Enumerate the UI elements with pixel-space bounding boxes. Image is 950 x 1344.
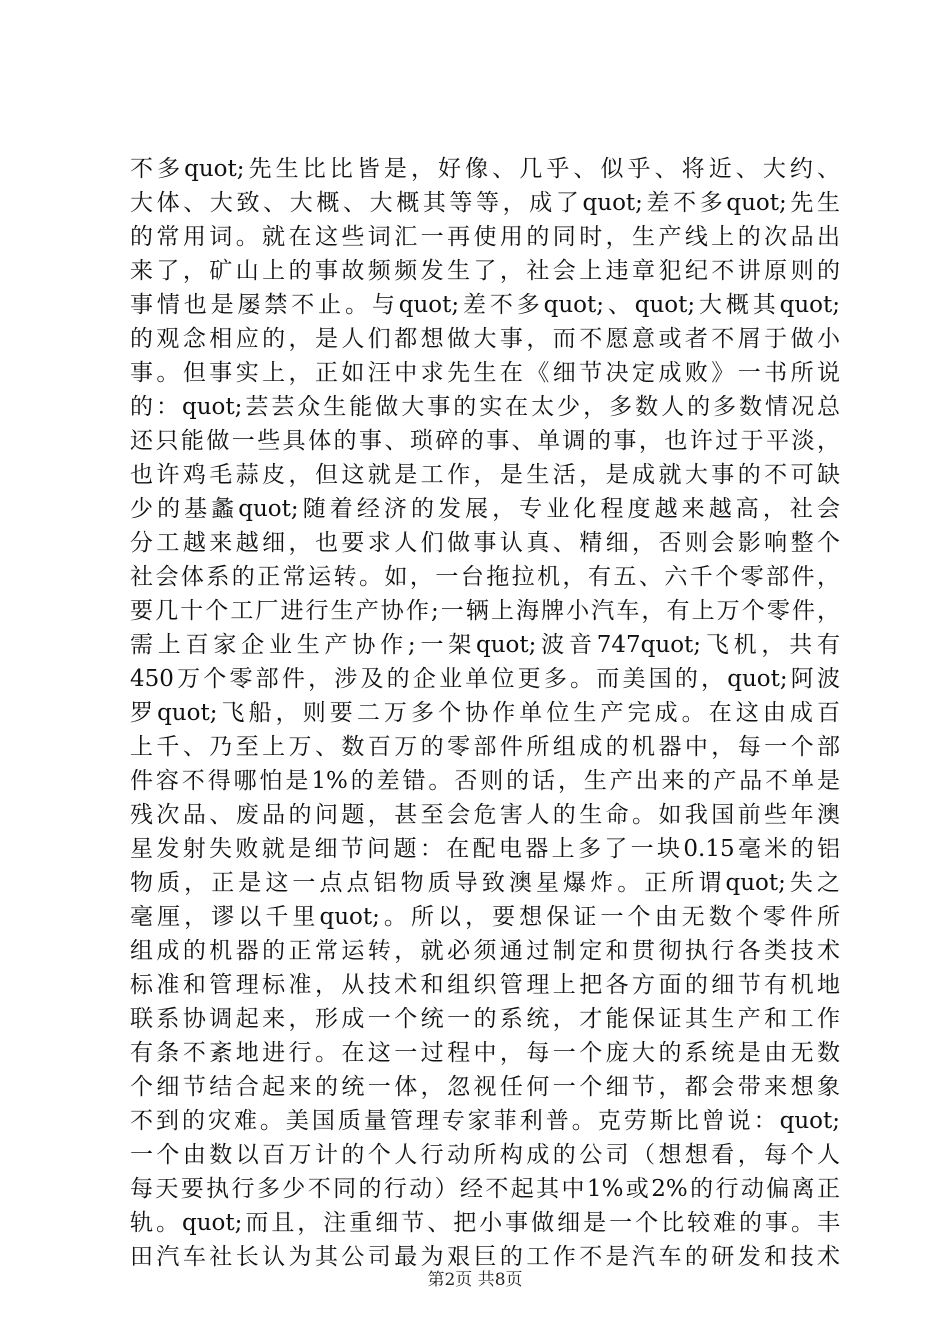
text-line: 田汽车社长认为其公司最为艰巨的工作不是汽车的研发和技术 bbox=[130, 1244, 840, 1270]
text-line: 不多quot;先生比比皆是，好像、几乎、似乎、将近、大约、 bbox=[130, 156, 840, 182]
text-line: 轨。quot;而且，注重细节、把小事做细是一个比较难的事。丰 bbox=[130, 1210, 840, 1236]
text-line: 一个由数以百万计的个人行动所构成的公司（想想看，每个人 bbox=[130, 1142, 840, 1168]
text-line: 450万个零部件，涉及的企业单位更多。而美国的，quot;阿波 bbox=[130, 666, 840, 692]
text-line: 社会体系的正常运转。如，一台拖拉机，有五、六千个零部件， bbox=[130, 564, 840, 590]
body-text bbox=[130, 152, 840, 1274]
text-line: 分工越来越细，也要求人们做事认真、精细，否则会影响整个 bbox=[130, 530, 840, 556]
text-line: 少的基蠡quot;随着经济的发展，专业化程度越来越高，社会 bbox=[130, 496, 840, 522]
text-line: 要几十个工厂进行生产协作;一辆上海牌小汽车，有上万个零件， bbox=[130, 598, 840, 624]
text-line: 残次品、废品的问题，甚至会危害人的生命。如我国前些年澳 bbox=[130, 802, 840, 828]
text-line: 的：quot;芸芸众生能做大事的实在太少，多数人的多数情况总 bbox=[130, 394, 840, 420]
text-line: 有条不紊地进行。在这一过程中，每一个庞大的系统是由无数 bbox=[130, 1040, 840, 1066]
text-line: 需上百家企业生产协作;一架quot;波音747quot;飞机，共有 bbox=[130, 632, 840, 658]
text-line: 事情也是屡禁不止。与quot;差不多quot;、quot;大概其quot; bbox=[130, 292, 840, 318]
text-line: 事。但事实上，正如汪中求先生在《细节决定成败》一书所说 bbox=[130, 360, 840, 386]
text-line: 物质，正是这一点点铝物质导致澳星爆炸。正所谓quot;失之 bbox=[130, 870, 840, 896]
text-line: 也许鸡毛蒜皮，但这就是工作，是生活，是成就大事的不可缺 bbox=[130, 462, 840, 488]
text-line: 个细节结合起来的统一体，忽视任何一个细节，都会带来想象 bbox=[130, 1074, 840, 1100]
text-line: 的观念相应的，是人们都想做大事，而不愿意或者不屑于做小 bbox=[130, 326, 840, 352]
text-line: 来了，矿山上的事故频频发生了，社会上违章犯纪不讲原则的 bbox=[130, 258, 840, 284]
text-line: 组成的机器的正常运转，就必须通过制定和贯彻执行各类技术 bbox=[130, 938, 840, 964]
text-line: 还只能做一些具体的事、琐碎的事、单调的事，也许过于平淡， bbox=[130, 428, 840, 454]
text-line: 罗quot;飞船，则要二万多个协作单位生产完成。在这由成百 bbox=[130, 700, 840, 726]
text-line: 件容不得哪怕是1%的差错。否则的话，生产出来的产品不单是 bbox=[130, 768, 840, 794]
text-line: 大体、大致、大概、大概其等等，成了quot;差不多quot;先生 bbox=[130, 190, 840, 216]
text-line: 标准和管理标准，从技术和组织管理上把各方面的细节有机地 bbox=[130, 972, 840, 998]
page-footer: 第2页 共8页 bbox=[427, 1270, 523, 1290]
text-line: 每天要执行多少不同的行动）经不起其中1%或2%的行动偏离正 bbox=[130, 1176, 840, 1202]
text-line: 不到的灾难。美国质量管理专家菲利普。克劳斯比曾说：quot; bbox=[130, 1108, 840, 1134]
text-line: 上千、乃至上万、数百万的零部件所组成的机器中，每一个部 bbox=[130, 734, 840, 760]
text-line: 的常用词。就在这些词汇一再使用的同时，生产线上的次品出 bbox=[130, 224, 840, 250]
text-line: 毫厘，谬以千里quot;。所以，要想保证一个由无数个零件所 bbox=[130, 904, 840, 930]
text-line: 星发射失败就是细节问题：在配电器上多了一块0.15毫米的铝 bbox=[130, 836, 840, 862]
text-line: 联系协调起来，形成一个统一的系统，才能保证其生产和工作 bbox=[130, 1006, 840, 1032]
